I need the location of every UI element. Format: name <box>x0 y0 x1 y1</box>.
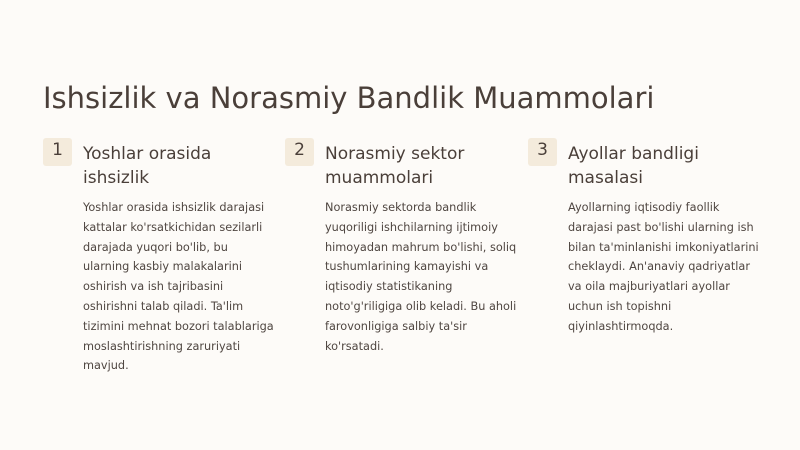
card-heading: Norasmiy sektor muammolari <box>325 144 465 188</box>
card-body-text: Ayollarning iqtisodiy faollik darajasi past bo'lishi ularning ish bilan ta'minlanishi imkoniyatlarini cheklaydi. An'anaviy qadriyatlar va oila majburiyatlari ayollar uchun ish topishni qiyinlashtirmoqda. <box>568 201 759 333</box>
card-heading: Ayollar bandligi masalasi <box>568 144 699 188</box>
card-heading: Yoshlar orasida ishsizlik <box>83 144 212 188</box>
slide-title: Ishsizlik va Norasmiy Bandlik Muammolari <box>43 81 655 115</box>
card-number-badge: 2 <box>285 138 314 166</box>
card-body-text: Norasmiy sektorda bandlik yuqoriligi ishchilarning ijtimoiy himoyadan mahrum bo'lishi, soliq tushumlarining kamayishi va iqtisodiy statistikaning noto'g'riligiga olib keladi. Bu aholi farovonligiga salbiy ta'sir ko'rsatadi. <box>325 201 517 353</box>
card-body-text: Yoshlar orasida ishsizlik darajasi kattalar ko'rsatkichidan sezilarli darajada yuqori bo'lib, bu ularning kasbiy malakalarini oshirish va ish tajribasini oshirishni talab qiladi. Ta'lim tizimini mehnat bozori talablariga moslashtirishning zaruriyati mavjud. <box>83 201 274 373</box>
card-number-badge: 3 <box>528 138 557 166</box>
card-number-badge: 1 <box>43 138 72 166</box>
